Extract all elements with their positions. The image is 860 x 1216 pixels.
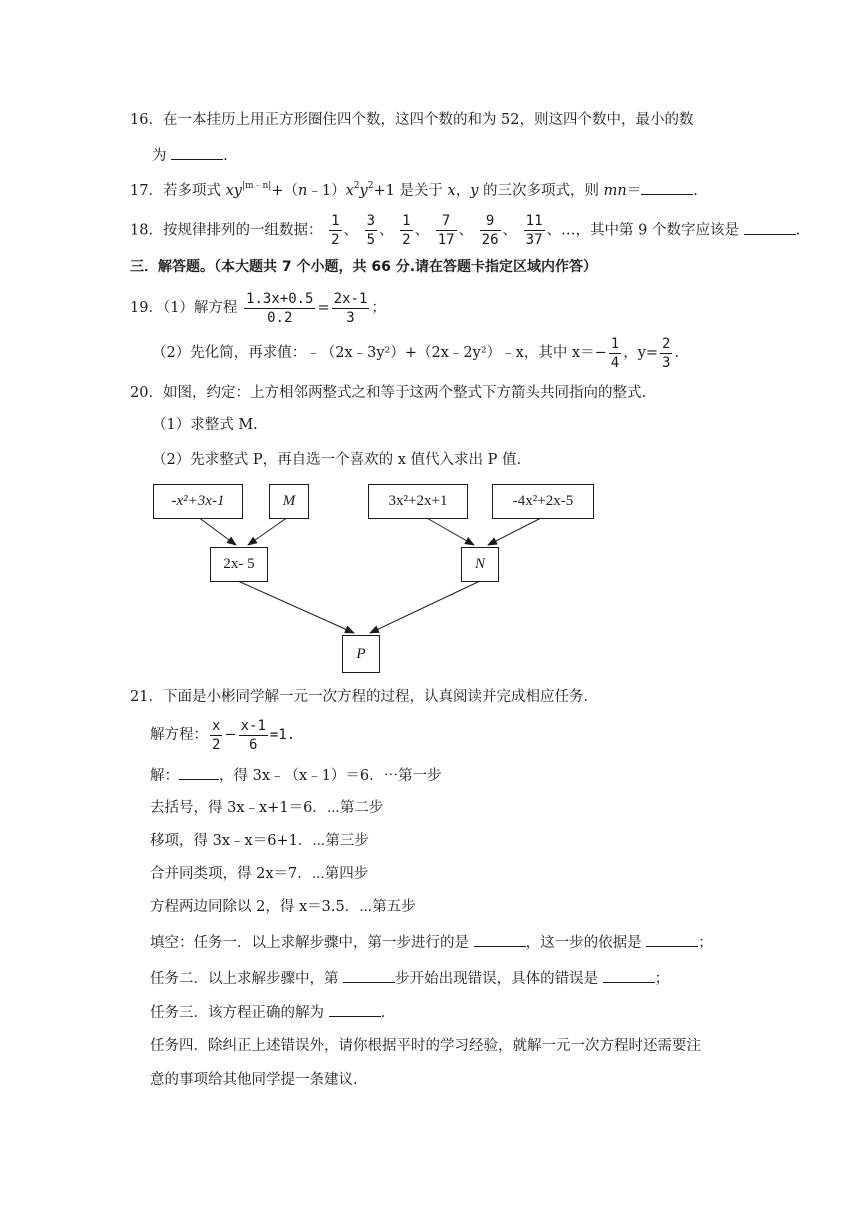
q20-part1: （1）求整式 M.: [152, 417, 258, 433]
fraction: $\frac{1}{2}$: [402, 213, 411, 248]
q21-stem: 21．下面是小彬同学解一元一次方程的过程，认真阅读并完成相应任务.: [130, 689, 589, 705]
fraction: $\frac{11}{37}$: [525, 213, 543, 248]
q20-stem: 20．如图，约定：上方相邻两整式之和等于这两个整式下方箭头共同指向的整式.: [130, 385, 647, 401]
answer-blank[interactable]: [343, 968, 395, 983]
fraction: $\frac{9}{26}$: [481, 213, 499, 248]
section-heading: 三．解答题。（本大题共 7 个小题，共 66 分.请在答题卡指定区域内作答）: [130, 259, 598, 275]
box-p: P: [342, 635, 380, 673]
fraction: $\frac{1}{2}$: [331, 213, 340, 248]
fraction: $\frac{7}{17}$: [437, 213, 455, 248]
q21-step2: 去括号，得 3x﹣x+1＝6．⋯第二步: [150, 800, 384, 816]
q21-step4: 合并同类项，得 2x＝7．⋯第四步: [150, 866, 369, 882]
q21-step5: 方程两边同除以 2，得 x＝3.5．⋯第五步: [150, 899, 416, 915]
q17-line: 17．若多项式 $xy^{|m﹣n|}+(n﹣1)x^2y^2+1$ 是关于 x，y 的三次多项式，则 mn＝ .: [130, 181, 698, 199]
box-poly-1: -x²+3x-1: [153, 484, 243, 519]
q21-equation: 解方程： $\frac{x}{2}$ − $\frac{x-1}{6}$ =1.: [150, 717, 296, 753]
q21-step3: 移项，得 3x﹣x＝6+1．⋯第三步: [150, 833, 369, 849]
answer-blank[interactable]: [329, 1002, 381, 1017]
answer-blank[interactable]: [474, 932, 526, 947]
q21-task4-line1: 任务四．除纠正上述错误外，请你根据平时的学习经验，就解一元一次方程时还需要注: [150, 1038, 701, 1054]
q16-line1: 16．在一本挂历上用正方形圈住四个数，这四个数的和为 52，则这四个数中，最小的数: [130, 112, 694, 128]
answer-blank[interactable]: [603, 968, 655, 983]
answer-blank[interactable]: [179, 765, 219, 780]
q18-line: 18．按规律排列的一组数据： $\frac{1}{2}$ 、 $\frac{3}{5}$ 、 $\frac{1}{2}$ 、 $\frac{7}{17}$ 、 $\frac{9}{26}$ 、 $\frac{11}{37}$ 、…，其中第 9 个数字应该是 .: [130, 213, 801, 248]
box-m: M: [269, 484, 309, 519]
box-poly-3: 3x²+2x+1: [368, 484, 468, 519]
box-poly-4: -4x²+2x-5: [492, 484, 594, 519]
fraction: $\frac{3}{5}$: [366, 213, 376, 248]
q21-task4-line2: 意的事项给其他同学提一条建议.: [150, 1072, 358, 1088]
q21-task2: 任务二．以上求解步骤中，第 步开始出现错误，具体的错误是 ；: [150, 968, 669, 989]
box-2x-5: 2x- 5: [210, 547, 268, 582]
q19-part1: 19．（1）解方程 $\frac{1.3x+0.5}{0.2}$ = $\frac{2x-1}{3}$ ；: [130, 290, 386, 326]
q16-line2: 为 .: [152, 145, 228, 166]
q19-part2: （2）先化简，再求值：﹣（2x﹣3y²）+（2x﹣2y²）﹣x，其中 x＝− $\frac{1}{4}$ ，y= $\frac{2}{3}$ .: [152, 335, 680, 371]
q16-prefix: 为: [152, 148, 167, 164]
q21-step1: 解： ，得 3x﹣（x﹣1）＝6．⋯第一步: [150, 765, 442, 786]
box-n: N: [461, 547, 499, 582]
q21-task1: 填空：任务一．以上求解步骤中，第一步进行的是 ，这一步的依据是 ；: [150, 932, 713, 953]
answer-blank[interactable]: [646, 932, 698, 947]
q20-part2: （2）先求整式 P，再自选一个喜欢的 x 值代入求出 P 值.: [152, 452, 522, 468]
q21-task3: 任务三．该方程正确的解为 .: [150, 1002, 385, 1023]
